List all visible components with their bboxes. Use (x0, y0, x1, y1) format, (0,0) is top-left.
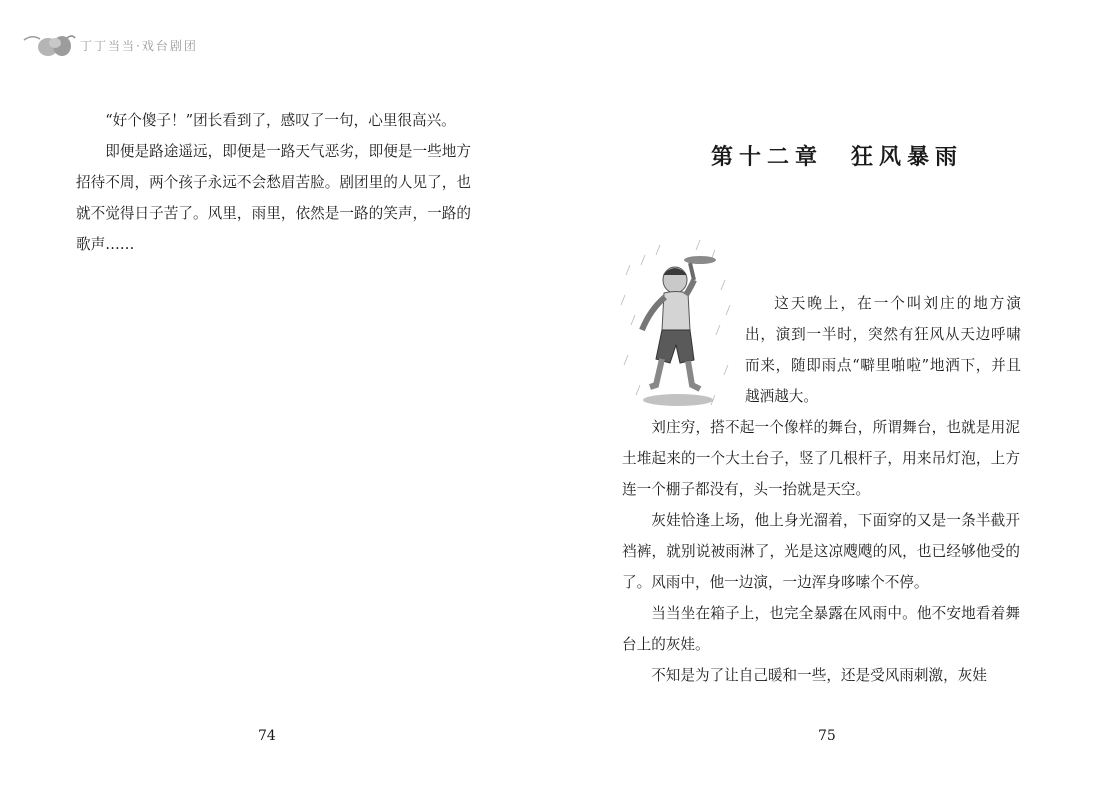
paragraph: 这天晚上，在一个叫刘庄的地方演出，演到一半时，突然有狂风从天边呼啸而来，随即雨点“噼里啪啦”地洒下，并且越洒越大。 (745, 295, 1021, 405)
paragraph: 即便是路途遥远，即便是一路天气恶劣，即便是一些地方招待不周，两个孩子永远不会愁眉苦脸。剧团里的人见了，也就不觉得日子苦了。风里，雨里，依然是一路的笑声，一路的歌声…… (76, 143, 471, 253)
paragraph: “好个傻子！”团长看到了，感叹了一句，心里很高兴。 (105, 112, 456, 129)
page-number-left: 74 (258, 728, 276, 744)
chapter-title: 第十二章 狂风暴雨 (711, 144, 964, 170)
page-number-right: 75 (818, 728, 836, 744)
wrap-text (745, 288, 1021, 412)
series-title: 丁丁当当·戏台剧团 (80, 38, 198, 53)
paragraph: 灰娃恰逢上场，他上身光溜着，下面穿的又是一条半截开裆裤，就别说被雨淋了，光是这凉飕飕的风，也已经够他受的了。风雨中，他一边演，一边浑身哆嗦个不停。 (622, 512, 1020, 591)
paragraph: 不知是为了让自己暖和一些，还是受风雨刺激，灰娃 (651, 667, 987, 684)
right-page-text (622, 412, 1020, 691)
paragraph: 当当坐在箱子上，也完全暴露在风雨中。他不安地看着舞台上的灰娃。 (622, 605, 1020, 653)
left-page-text (76, 105, 471, 260)
paragraph: 刘庄穷，搭不起一个像样的舞台，所谓舞台，也就是用泥土堆起来的一个大土台子，竖了几根杆子，用来吊灯泡，上方连一个棚子都没有，头一抬就是天空。 (622, 419, 1020, 498)
boy-in-rain-illustration (620, 235, 738, 410)
